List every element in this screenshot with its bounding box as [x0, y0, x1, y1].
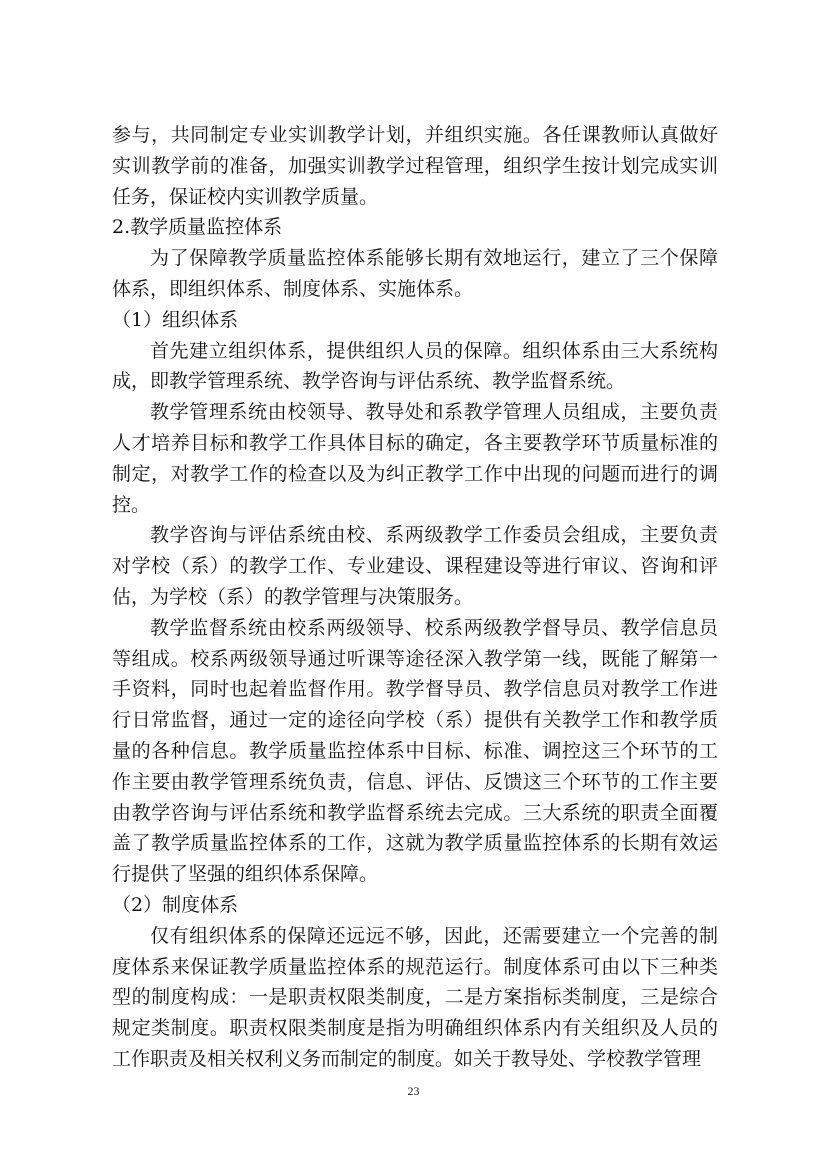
page-number: 23 [407, 1084, 420, 1098]
paragraph: 为了保障教学质量监控体系能够长期有效地运行，建立了三个保障体系，即组织体系、制度体系、实施体系。 [112, 247, 718, 300]
subsection-heading: （2）制度体系 [112, 893, 239, 916]
paragraph: 仅有组织体系的保障还远远不够，因此，还需要建立一个完善的制度体系来保证教学质量监控体系的规范运行。制度体系可由以下三种类型的制度构成：一是职责权限类制度，二是方案指标类制度，三是综合规定类制度。职责权限类制度是指为明确组织体系内有关组织及人员的工作职责及相关权利义务而制定的制度。如关于教导处、学校教学管理 [112, 924, 718, 1070]
paragraph-continuation: 参与，共同制定专业实训教学计划，并组织实施。各任课教师认真做好实训教学前的准备，加强实训教学过程管理，组织学生按计划完成实训任务，保证校内实训教学质量。 [112, 124, 718, 208]
paragraph: 首先建立组织体系，提供组织人员的保障。组织体系由三大系统构成，即教学管理系统、教学咨询与评估系统、教学监督系统。 [112, 339, 718, 393]
paragraph: 教学监督系统由校系两级领导、校系两级教学督导员、教学信息员等组成。校系两级领导通过听课等途径深入教学第一线，既能了解第一手资料，同时也起着监督作用。教学督导员、教学信息员对教学工作进行日常监督，通过一定的途径向学校（系）提供有关教学工作和教学质量的各种信息。教学质量监控体系中目标、标准、调控这三个环节的工作主要由教学管理系统负责，信息、评估、反馈这三个环节的工作主要由教学咨询与评估系统和教学监督系统去完成。三大系统的职责全面覆盖了教学质量监控体系的工作，这就为教学质量监控体系的长期有效运行提供了坚强的组织体系保障。 [112, 616, 718, 886]
section-heading: 2.教学质量监控体系 [112, 216, 283, 239]
body-text [112, 120, 718, 1075]
paragraph: 教学咨询与评估系统由校、系两级教学工作委员会组成，主要负责对学校（系）的教学工作、专业建设、课程建设等进行审议、咨询和评估，为学校（系）的教学管理与决策服务。 [112, 524, 718, 608]
paragraph: 教学管理系统由校领导、教导处和系教学管理人员组成，主要负责人才培养目标和教学工作具体目标的确定，各主要教学环节质量标准的制定，对教学工作的检查以及为纠正教学工作中出现的问题而进行的调控。 [112, 401, 718, 516]
subsection-heading: （1）组织体系 [112, 308, 239, 331]
